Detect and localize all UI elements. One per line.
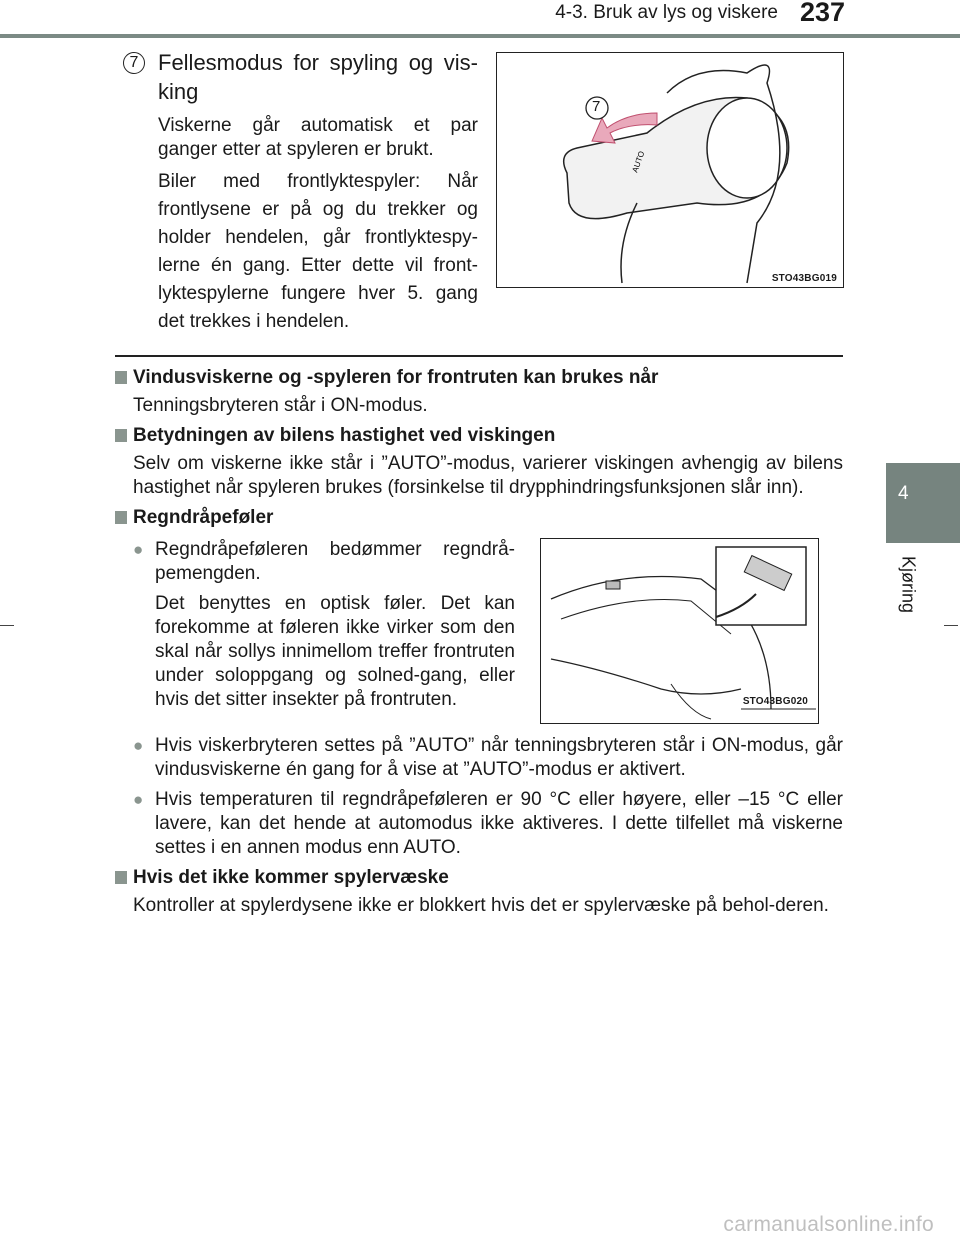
section-body-4: Kontroller at spylerdysene ikke er blokkert hvis det er spylervæske på behol-deren. [133, 895, 829, 916]
wiper-lever-illustration [497, 53, 843, 287]
chapter-number: 4 [898, 483, 909, 504]
bullet-1-para: Det benyttes en optisk føler. Det kan forekomme at føleren ikke virker som den skal når sollys innimellom treffer frontruten under soloppgang og solned-gang, eller hvis det sitter insekter på frontruten. [155, 593, 515, 710]
figure-rain-sensor [540, 538, 819, 724]
rain-sensor-text [133, 538, 515, 712]
bullet-dot-icon: ● [133, 736, 144, 755]
notes-column [115, 366, 843, 918]
square-bullet-icon [115, 429, 127, 442]
square-bullet-icon [115, 511, 127, 524]
bullet-dot-icon: ● [133, 540, 144, 559]
bullet-1: ● Regndråpeføleren bedømmer regndrå-pemengden. [133, 539, 515, 584]
bullet-2: ● Hvis viskerbryteren settes på ”AUTO” når tenningsbryteren står i ON-modus, går vindusviskerne én gang for å vise at ”AUTO”-modus er aktivert. [133, 735, 843, 780]
bullet-dot-icon: ● [133, 790, 144, 809]
square-bullet-icon [115, 371, 127, 384]
item-title: Fellesmodus for spyling og vis-king [158, 50, 478, 104]
crop-mark-left [0, 625, 14, 626]
chapter-label: Kjøring [898, 555, 919, 613]
section-heading-4: Hvis det ikke kommer spylervæske [115, 866, 843, 890]
figure-label: STO43BG020 [742, 696, 808, 707]
figure-label: STO43BG019 [771, 273, 837, 284]
section-heading-2: Betydningen av bilens hastighet ved viskingen [115, 424, 843, 448]
square-bullet-icon [115, 871, 127, 884]
bullet-3: ● Hvis temperaturen til regndråpeføleren er 90 °C eller høyere, eller –15 °C eller lavere, kan det hende at automodus ikke aktiveres. I dette tilfellet må viskerne settes i en annen modus enn AUTO. [133, 789, 843, 858]
section-body-2: Selv om viskerne ikke står i ”AUTO”-modus, varierer viskingen avhengig av bilens hastighet når spyleren brukes (forsinkelse til drypphindringsfunksjonen slår inn). [133, 453, 843, 498]
item-7-column [158, 48, 478, 336]
switch-auto-text: AUTO [630, 149, 647, 174]
figure-callout-7: 7 [592, 98, 601, 115]
item-para-2: Biler med frontlyktespyler: Når frontlysene er på og du trekker og holder hendelen, går frontlyktespy-lerne én gang. Etter dette vil front-lyktespylerne fungere hver 5. gang det trekkes i hendelen. [158, 171, 478, 332]
item-para-1: Viskerne går automatisk et par ganger etter at spyleren er brukt. [158, 115, 478, 160]
section-divider [115, 355, 843, 357]
watermark: carmanualsonline.info [723, 1213, 934, 1236]
item-number-badge: 7 [123, 52, 145, 74]
crop-mark-right [944, 625, 958, 626]
header-rule [0, 34, 960, 38]
section-body-1: Tenningsbryteren står i ON-modus. [133, 395, 428, 416]
page-number: 237 [800, 0, 846, 27]
chapter-tab[interactable] [886, 463, 960, 543]
section-heading-3: Regndråpeføler [115, 506, 843, 530]
section-title: 4-3. Bruk av lys og viskere [555, 2, 778, 23]
section-heading-1: Vindusviskerne og -spyleren for frontruten kan brukes når [115, 366, 843, 390]
figure-wiper-lever [496, 52, 844, 288]
rain-sensor-row [115, 538, 843, 724]
